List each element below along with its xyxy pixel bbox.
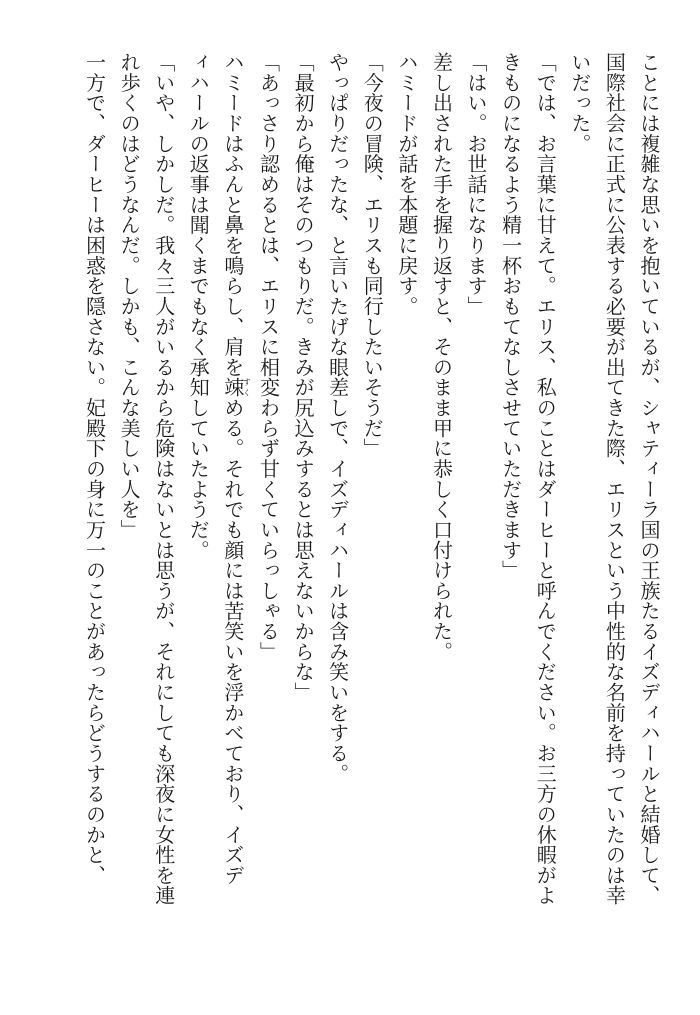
- text-line: 「では、お言葉に甘えて。エリス、私のことはダーヒーと呼んでください。お三方の休暇がよ: [533, 52, 558, 906]
- text-line: 「はい。お世話になります」: [464, 52, 489, 317]
- text-line: ハミードが話を本題に戻す。: [394, 52, 419, 317]
- text-line: 「最初から俺はそのつもりだ。きみが尻込みするとは思えないからな」: [291, 52, 316, 703]
- text-line: ィハールの返事は聞くまでもなく承知していたようだ。: [186, 52, 211, 560]
- vertical-text-body: [77, 52, 666, 972]
- text-line-with-ruby: ハミードはふんと鼻を鳴らし、肩を竦すくめる。それでも顔には苦笑いを浮かべており、イズデ: [220, 52, 252, 886]
- text-line: 一方で、ダーヒーは困惑を隠さない。妃殿下の身に万一のことがあったらどうするのかと、: [82, 52, 107, 886]
- ruby-reading: すく: [242, 377, 252, 398]
- text-line: 「あっさり認めるとは、エリスに相変わらず甘くていらっしゃる」: [256, 52, 281, 662]
- text-line: れ歩くのはどうなんだ。しかも、こんな美しい人を」: [117, 52, 142, 540]
- ruby-annotation: 竦すく: [220, 377, 252, 398]
- text-line: ことには複雑な思いを抱いているが、シャティーラ国の王族たるイズディハールと結婚して、: [637, 52, 661, 906]
- text-line: 国際社会に正式に公表する必要が出てきた際、エリスという中性的な名前を持っていたのは幸: [602, 52, 627, 906]
- text-line: 「いや、しかしだ。我々三人がいるから危険はないとは思うが、それにしても深夜に女性を連: [151, 52, 176, 906]
- text-line: 差し出された手を握り返すと、そのまま甲に恭しく口付けられた。: [429, 52, 454, 662]
- text-line: きものになるよう精一杯おもてなしさせていただきます」: [498, 52, 523, 581]
- text-line: やっぱりだったな、と言いたげな眼差しで、イズディハールは含み笑いをする。: [325, 52, 350, 784]
- text-line: いだった。: [567, 52, 592, 154]
- text-line: 「今夜の冒険、エリスも同行したいそうだ」: [360, 52, 385, 459]
